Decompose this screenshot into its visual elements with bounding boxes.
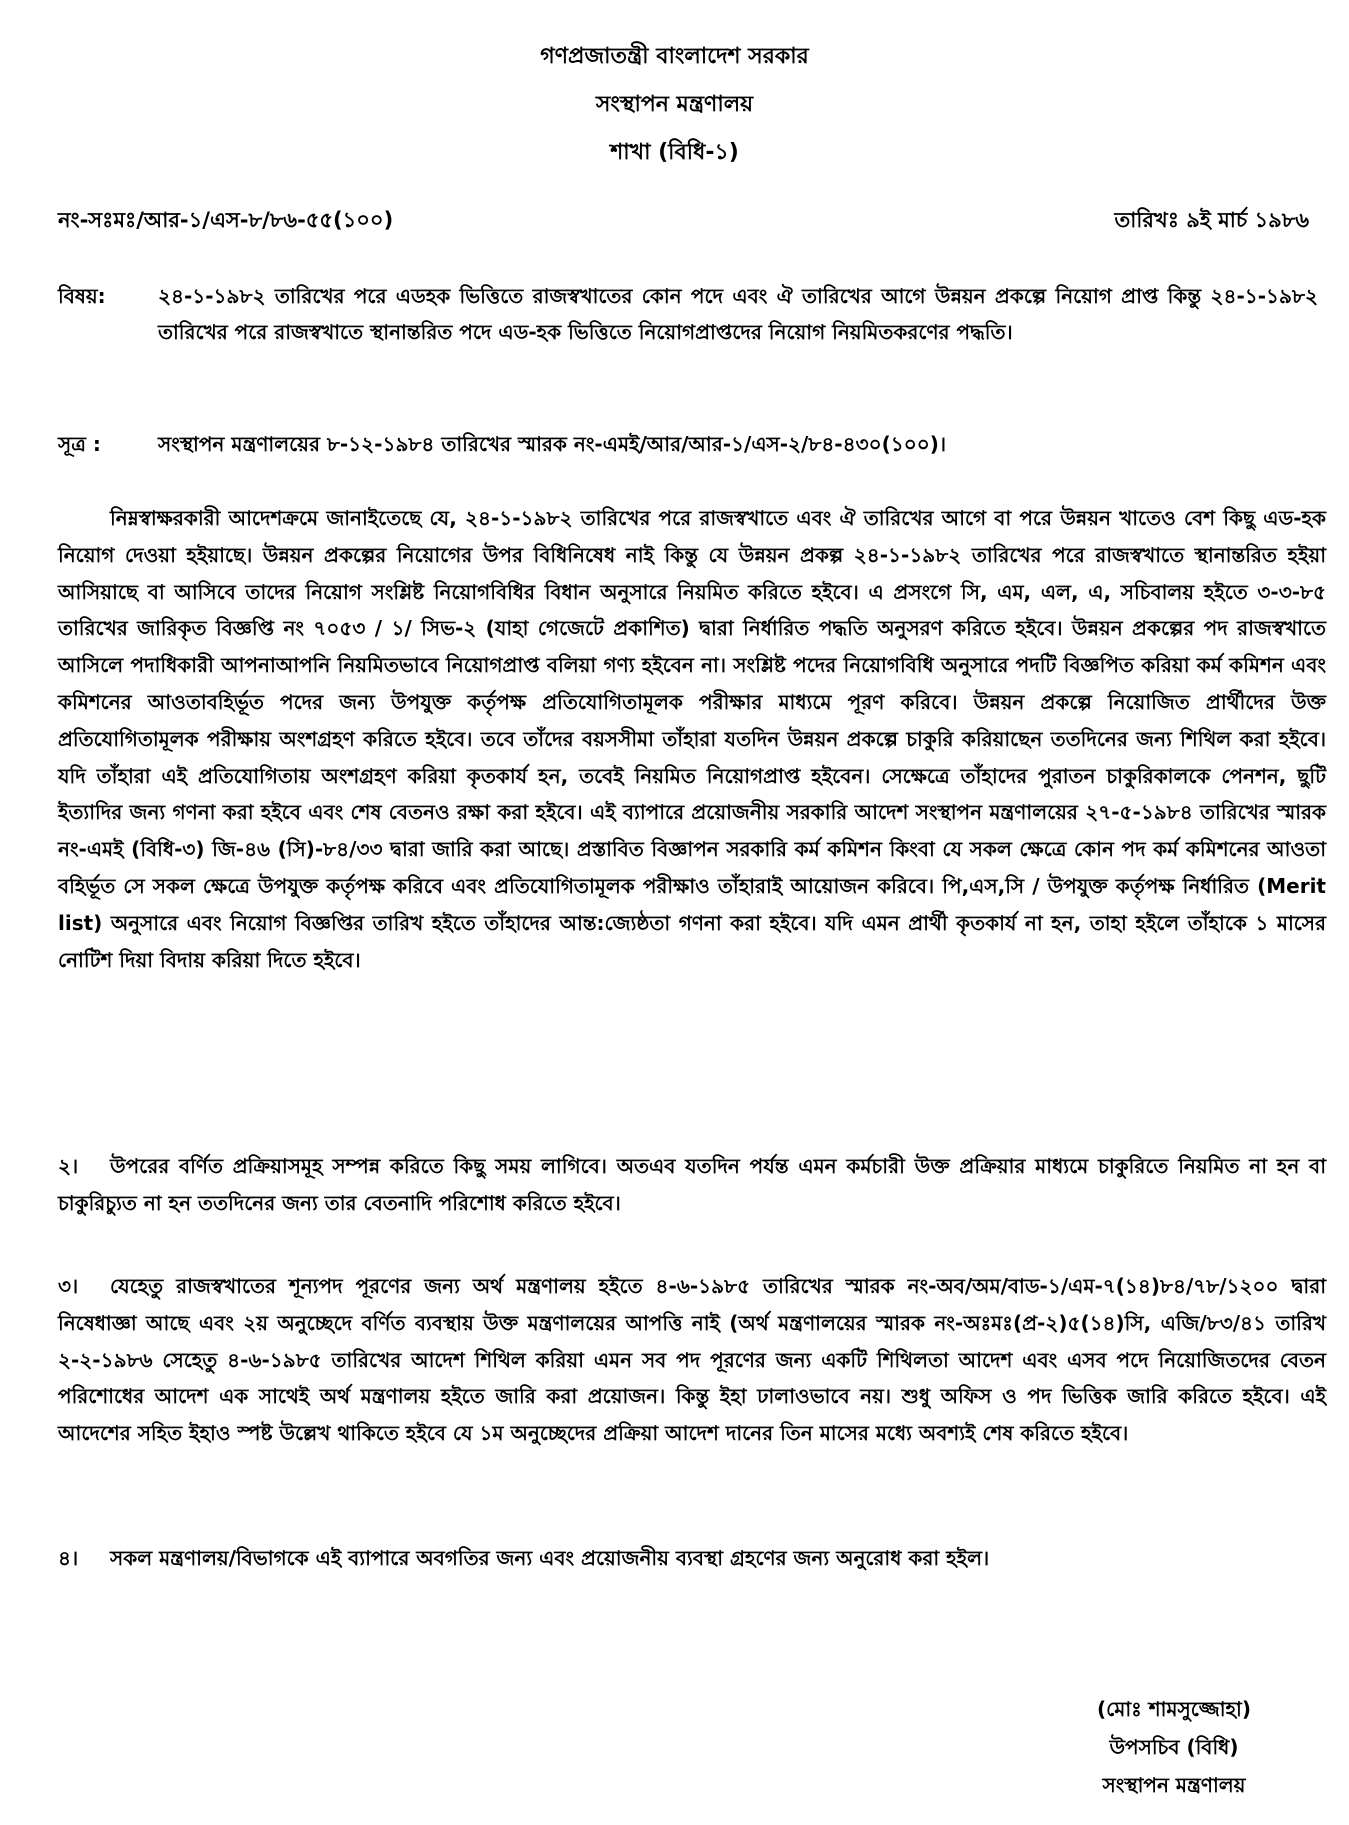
paragraph-2-text: উপরের বর্ণিত প্রক্রিয়াসমূহ সম্পন্ন করিতে কিছু সময় লাগিবে। অতএব যতদিন পর্যন্ত এমন কর্মচারী উক্ত প্রক্রিয়ার মাধ্যমে চাকুরিতে নিয়মিত না হন বা চাকুরিচ্যুত না হন ততদিনের জন্য তার বেতনাদি পরিশোধ করিতে হইবে।	[58, 1154, 1326, 1215]
signatory-office: সংস্থাপন মন্ত্রণালয়	[1102, 1773, 1246, 1797]
paragraph-3-text: যেহেতু রাজস্বখাতের শূন্যপদ পূরণের জন্য অর্থ মন্ত্রণালয় হইতে ৪-৬-১৯৮৫ তারিখের স্মারক নং-অব/অম/বাড-১/এম-৭(১৪)৮৪/৭৮/১২০০ দ্বারা নিষেধাজ্ঞা আছে এবং ২য় অনুচ্ছেদে বর্ণিত ব্যবস্থায় উক্ত মন্ত্রণালয়ের আপত্তি নাই (অর্থ মন্ত্রণালয়ের স্মারক নং-অঃমঃ(প্র-২)৫(১৪)সি, এজি/৮৩/৪১ তারিখ ২-২-১৯৮৬ সেহেতু ৪-৬-১৯৮৫ তারিখের আদেশ শিথিল করিয়া এমন সব পদ পূরণের জন্য একটি শিথিলতা আদেশ এবং এসব পদে নিয়োজিতদের বেতন পরিশোধের আদেশ এক সাথেই অর্থ মন্ত্রণালয় হইতে জারি করা প্রয়োজন। কিন্তু ইহা ঢালাওভাবে নয়। শুধু অফিস ও পদ ভিত্তিক জারি করিতে হইবে। এই আদেশের সহিত ইহাও স্পষ্ট উল্লেখ থাকিতে হইবে যে ১ম অনুচ্ছেদের প্রক্রিয়া আদেশ দানের তিন মাসের মধ্যে অবশ্যই শেষ করিতে হইবে।	[58, 1274, 1326, 1446]
ministry-heading: সংস্থাপন মন্ত্রণালয়	[595, 92, 754, 117]
paragraph-2-number: ২।	[58, 1154, 79, 1178]
memo-date: তারিখঃ ৯ই মার্চ ১৯৮৬	[1114, 208, 1309, 232]
memo-number: নং-সঃমঃ/আর-১/এস-৮/৮৬-৫৫(১০০)	[58, 208, 394, 232]
government-heading: গণপ্রজাতন্ত্রী বাংলাদেশ সরকার	[540, 44, 809, 69]
signatory-name: (মোঃ শামসুজ্জোহা)	[1096, 1697, 1251, 1721]
section-heading: শাখা (বিধি-১)	[610, 140, 739, 165]
reference-text: সংস্থাপন মন্ত্রণালয়ের ৮-১২-১৯৮৪ তারিখের স্মারক নং-এমই/আর/আর-১/এস-২/৮৪-৪৩০(১০০)।	[158, 432, 947, 456]
signature-block	[1097, 1690, 1251, 1804]
subject-label: বিষয়:	[58, 284, 106, 308]
paragraph-4-text: সকল মন্ত্রণালয়/বিভাগকে এই ব্যাপারে অবগতির জন্য এবং প্রয়োজনীয় ব্যবস্থা গ্রহণের জন্য অনুরোধ করা হইল।	[110, 1546, 990, 1570]
reference-block	[58, 426, 1318, 462]
subject-text: ২৪-১-১৯৮২ তারিখের পরে এডহক ভিত্তিতে রাজস্বখাতের কোন পদে এবং ঐ তারিখের আগে উন্নয়ন প্রকল্পে নিয়োগ প্রাপ্ত কিন্তু ২৪-১-১৯৮২ তারিখের পরে রাজস্বখাতে স্থানান্তরিত পদে এড-হক ভিত্তিতে নিয়োগপ্রাপ্তদের নিয়োগ নিয়মিতকরণের পদ্ধতি।	[158, 284, 1318, 344]
paragraph-2	[58, 1148, 1326, 1222]
signatory-designation: উপসচিব (বিধি)	[1109, 1735, 1239, 1759]
paragraph-3-number: ৩।	[58, 1274, 79, 1298]
reference-label: সূত্র :	[58, 432, 101, 456]
paragraph-4	[58, 1540, 1326, 1577]
subject-block	[58, 278, 1318, 350]
paragraph-4-number: ৪।	[58, 1546, 79, 1570]
paragraph-3	[58, 1268, 1326, 1452]
paragraph-main: নিম্নস্বাক্ষরকারী আদেশক্রমে জানাইতেছে যে, ২৪-১-১৯৮২ তারিখের পরে রাজস্বখাতে এবং ঐ তারিখের আগে বা পরে উন্নয়ন খাতেও বেশ কিছু এড-হক নিয়োগ দেওয়া হইয়াছে। উন্নয়ন প্রকল্পের নিয়োগের উপর বিধিনিষেধ নাই কিন্তু যে উন্নয়ন প্রকল্প ২৪-১-১৯৮২ তারিখের পরে রাজস্বখাতে স্থানান্তরিত হইয়া আসিয়াছে বা আসিবে তাদের নিয়োগ সংশ্লিষ্ট নিয়োগবিধির বিধান অনুসারে নিয়মিত করিতে হইবে। এ প্রসংগে সি, এম, এল, এ, সচিবালয় হইতে ৩-৩-৮৫ তারিখের জারিকৃত বিজ্ঞপ্তি নং ৭০৫৩ / ১/ সিভ-২ (যাহা গেজেটে প্রকাশিত) দ্বারা নির্ধারিত পদ্ধতি অনুসরণ করিতে হইবে। উন্নয়ন প্রকল্পের পদ রাজস্বখাতে আসিলে পদাধিকারী আপনাআপনি নিয়মিতভাবে নিয়োগপ্রাপ্ত বলিয়া গণ্য হইবেন না। সংশ্লিষ্ট পদের নিয়োগবিধি অনুসারে পদটি বিজ্ঞপিত করিয়া কর্ম কমিশন এবং কমিশনের আওতাবহির্ভূত পদের জন্য উপযুক্ত কর্তৃপক্ষ প্রতিযোগিতামূলক পরীক্ষার মাধ্যমে পূরণ করিবে। উন্নয়ন প্রকল্পে নিয়োজিত প্রার্থীদের উক্ত প্রতিযোগিতামূলক পরীক্ষায় অংশগ্রহণ করিতে হইবে। তবে তাঁদের বয়সসীমা তাঁহারা যতদিন উন্নয়ন প্রকল্পে চাকুরি করিয়াছেন ততদিনের জন্য শিথিল করা হইবে। যদি তাঁহারা এই প্রতিযোগিতায় অংশগ্রহণ করিয়া কৃতকার্য হন, তবেই নিয়মিত নিয়োগপ্রাপ্ত হইবেন। সেক্ষেত্রে তাঁহাদের পুরাতন চাকুরিকালকে পেনশন, ছুটি ইত্যাদির জন্য গণনা করা হইবে এবং শেষ বেতনও রক্ষা করা হইবে। এই ব্যাপারে প্রয়োজনীয় সরকারি আদেশ সংস্থাপন মন্ত্রণালয়ের ২৭-৫-১৯৮৪ তারিখের স্মারক নং-এমই (বিধি-৩) জি-৪৬ (সি)-৮৪/৩৩ দ্বারা জারি করা আছে। প্রস্তাবিত বিজ্ঞাপন সরকারি কর্ম কমিশন কিংবা যে সকল ক্ষেত্রে কোন পদ কর্ম কমিশনের আওতা বহির্ভূত সে সকল ক্ষেত্রে উপযুক্ত কর্তৃপক্ষ করিবে এবং প্রতিযোগিতামূলক পরীক্ষাও তাঁহারাই আয়োজন করিবে। পি,এস,সি / উপযুক্ত কর্তৃপক্ষ নির্ধারিত (Merit list) অনুসারে এবং নিয়োগ বিজ্ঞপ্তির তারিখ হইতে তাঁহাদের আন্ত:জ্যেষ্ঠতা গণনা করা হইবে। যদি এমন প্রার্থী কৃতকার্য না হন, তাহা হইলে তাঁহাকে ১ মাসের নোটিশ দিয়া বিদায় করিয়া দিতে হইবে।	[58, 506, 1326, 972]
